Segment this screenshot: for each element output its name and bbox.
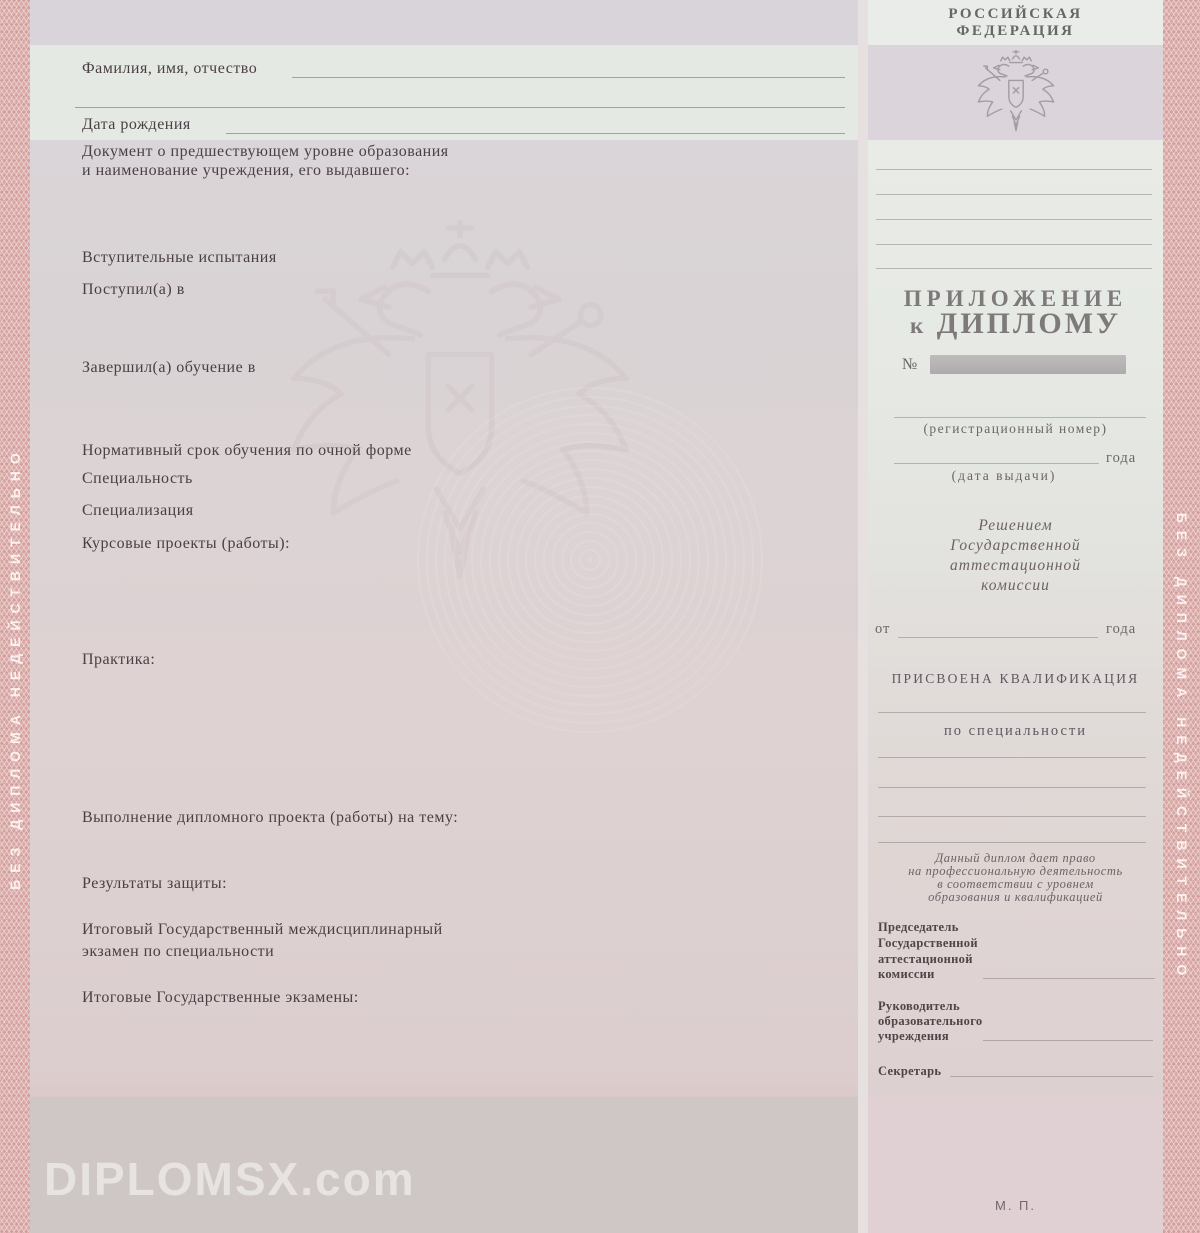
specialty-blank-line [878,842,1146,843]
secretary-signature-line [950,1076,1153,1077]
supplement-title-line2 [868,307,1163,341]
specialization-label: Специализация [82,502,194,519]
supplement-title-line1: ПРИЛОЖЕНИЕ [903,286,1128,311]
column-divider [858,0,868,1233]
decision-date-line [898,637,1098,638]
entrance-exams-label: Вступительные испытания [82,249,277,266]
final-exam-label-line1: Итоговый Государственный междисциплинарный [82,921,443,938]
diploma-number-box [930,355,1126,374]
specialty-blank-line [878,816,1146,817]
rights-note-line4: образования и квалификацией [928,890,1103,904]
head-label-line1: Руководитель [878,999,960,1013]
left-top-band [30,0,858,45]
study-duration-label: Нормативный срок обучения по очной форме [82,442,412,459]
practice-label: Практика: [82,651,156,668]
title-diploma: ДИПЛОМУ [936,307,1122,340]
decision-line4: комиссии [981,577,1050,594]
chairman-label-line1: Председатель [878,920,959,934]
left-edge-security-text: БЕЗ ДИПЛОМА НЕДЕЙСТВИТЕЛЬНО [7,446,23,890]
blank-line [876,219,1152,220]
final-exam-label-line2: экзамен по специальности [82,943,275,960]
head-signature-line [983,1040,1153,1041]
full-name-label: Фамилия, имя, отчество [82,60,258,77]
issue-date-caption: (дата выдачи) [951,468,1057,483]
chairman-signature-line [983,978,1155,979]
year-word-decision: года [1106,621,1137,637]
left-panel [30,0,858,1233]
full-name-line-2 [75,107,845,108]
defense-results-label: Результаты защиты: [82,875,228,892]
decision-line3: аттестационной [950,557,1081,574]
blank-line [876,194,1152,195]
chairman-label-line3: аттестационной [878,952,973,966]
stamp-place-label: М. П. [994,1198,1036,1213]
state-exams-label: Итоговые Государственные экзамены: [82,989,359,1006]
course-projects-label: Курсовые проекты (работы): [82,535,291,552]
coat-of-arms-icon [962,50,1070,136]
country-name-line2: ФЕДЕРАЦИЯ [956,23,1075,39]
head-label-line3: учреждения [878,1029,949,1043]
rights-note-line1: Данный диплом дает право [935,851,1096,865]
specialty-label: Специальность [82,470,193,487]
registration-number-line [894,417,1146,418]
qualification-awarded-label: ПРИСВОЕНА КВАЛИФИКАЦИЯ [891,671,1140,686]
secretary-label: Секретарь [878,1064,942,1078]
title-k: к [909,313,927,338]
right-edge-security-text: БЕЗ ДИПЛОМА НЕДЕЙСТВИТЕЛЬНО [1174,512,1190,984]
birth-date-label: Дата рождения [82,116,191,133]
chairman-label-line4: комиссии [878,967,935,981]
qualification-line [878,712,1146,713]
chairman-label-line2: Государственной [878,936,978,950]
diploma-project-label: Выполнение дипломного проекта (работы) на тему: [82,809,459,826]
rights-note-line3: в соответствии с уровнем [937,877,1094,891]
blank-line [876,244,1152,245]
full-name-line [292,77,845,78]
decision-line1: Решением [978,517,1053,534]
year-word-issue: года [1106,450,1137,466]
right-panel [868,0,1163,1233]
specialty-blank-line [878,757,1146,758]
completed-label: Завершил(а) обучение в [82,359,256,376]
head-label-line2: образовательного [878,1014,983,1028]
previous-document-label-line2: и наименование учреждения, его выдавшего: [82,162,411,179]
number-sign: № [902,356,919,373]
issue-date-line [894,463,1099,464]
eagle-watermark-icon [260,220,660,600]
from-word: от [875,621,891,637]
blank-line [876,169,1152,170]
by-specialty-label: по специальности [943,723,1088,739]
birth-date-line [226,133,845,134]
site-watermark: DIPLOMSX.com [44,1153,416,1205]
decision-line2: Государственной [950,537,1081,554]
specialty-blank-line [878,787,1146,788]
country-name-line1: РОССИЙСКАЯ [948,6,1083,22]
enrolled-label: Поступил(а) в [82,281,185,298]
rights-note-line2: на профессиональную деятельность [908,864,1123,878]
previous-document-label-line1: Документ о предшествующем уровне образования [82,143,449,160]
registration-number-caption: (регистрационный номер) [923,421,1108,436]
blank-line [876,268,1152,269]
